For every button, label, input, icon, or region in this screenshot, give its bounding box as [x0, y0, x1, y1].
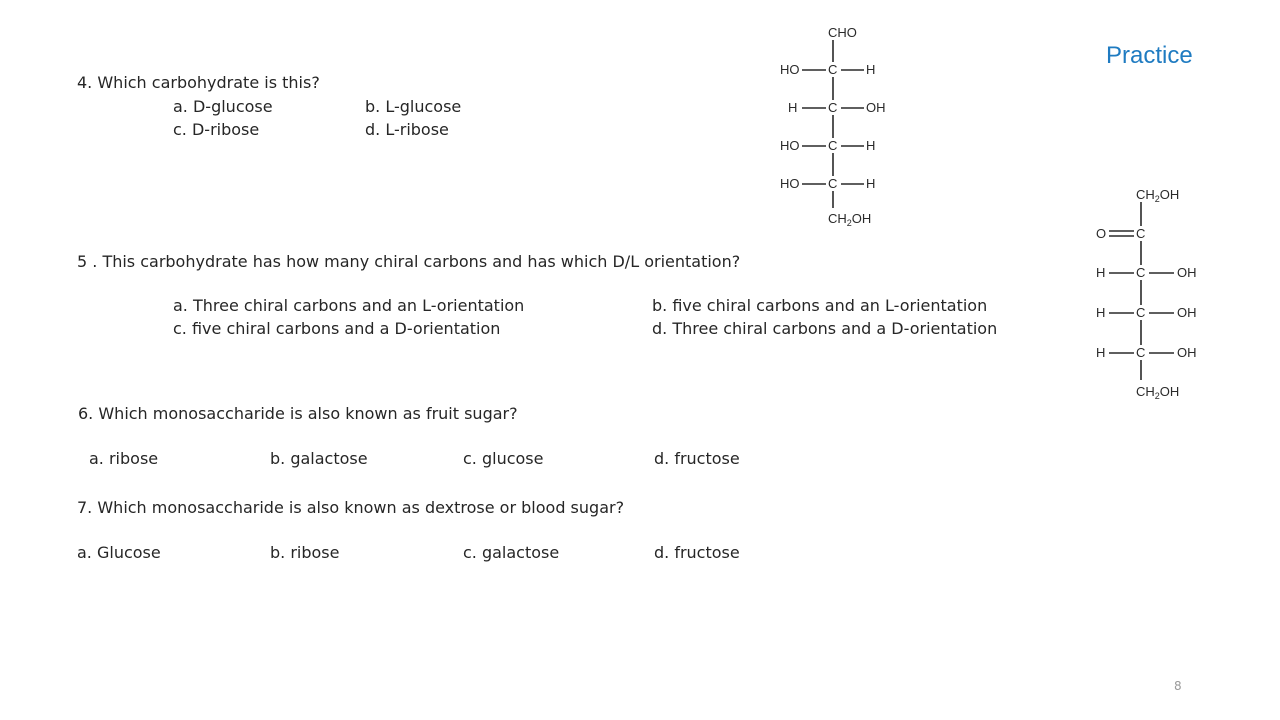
svg-text:CH2OH — [1136, 187, 1179, 204]
struct1-row4-right: H — [866, 176, 876, 191]
question-4-option-a: a. D-glucose — [173, 97, 273, 116]
question-5-prompt: 5 . This carbohydrate has how many chiral carbons and has which D/L orientation? — [77, 252, 741, 271]
struct1-row2-right: OH — [866, 100, 886, 115]
struct1-row3-left: HO — [780, 138, 800, 153]
question-5-option-d: d. Three chiral carbons and a D-orientation — [652, 319, 998, 338]
question-7-option-c: c. galactose — [463, 543, 560, 562]
struct1-bottom-oh: OH — [851, 211, 872, 226]
question-6-prompt: 6. Which monosaccharide is also known as fruit sugar? — [78, 404, 518, 423]
struct1-row1-right: H — [866, 62, 876, 77]
question-4-option-c: c. D-ribose — [173, 120, 260, 139]
question-6-option-a: a. ribose — [89, 449, 159, 468]
struct2-top-sub: 2 — [1154, 194, 1160, 204]
svg-text:C: C — [828, 100, 838, 115]
svg-text:C: C — [828, 62, 838, 77]
svg-text:C: C — [1136, 345, 1146, 360]
struct2-row1-left: H — [1096, 265, 1106, 280]
struct2-bottom-ch: CH — [1136, 384, 1155, 399]
struct1-row1-left: HO — [780, 62, 800, 77]
svg-text:C: C — [828, 138, 838, 153]
struct2-row3-right: OH — [1177, 345, 1197, 360]
struct1-row3-right: H — [866, 138, 876, 153]
question-5-option-a: a. Three chiral carbons and an L-orientation — [173, 296, 525, 315]
struct1-bottom-sub: 2 — [846, 218, 852, 228]
struct2-carbonyl-carbon: C — [1136, 226, 1146, 241]
question-5-option-c: c. five chiral carbons and a D-orientation — [173, 319, 501, 338]
question-7-option-a: a. Glucose — [77, 543, 161, 562]
fischer-projection-ketose — [1090, 180, 1210, 405]
page-number: 8 — [1174, 679, 1182, 693]
svg-text:C: C — [828, 176, 838, 191]
struct2-row1-right: OH — [1177, 265, 1197, 280]
question-6-option-d: d. fructose — [654, 449, 740, 468]
question-4-option-d: d. L-ribose — [365, 120, 449, 139]
struct2-top-ch: CH — [1136, 187, 1155, 202]
struct2-top-oh: OH — [1159, 187, 1180, 202]
question-4-option-b: b. L-glucose — [365, 97, 462, 116]
question-6-option-c: c. glucose — [463, 449, 544, 468]
slide-title: Practice — [1106, 42, 1193, 69]
svg-text:C: C — [1136, 265, 1146, 280]
svg-text:C: C — [1136, 305, 1146, 320]
struct1-row4-left: HO — [780, 176, 800, 191]
struct1-bottom-ch: CH — [828, 211, 847, 226]
struct2-row2-right: OH — [1177, 305, 1197, 320]
question-6-option-b: b. galactose — [270, 449, 368, 468]
struct1-row2-left: H — [788, 100, 798, 115]
question-5-option-b: b. five chiral carbons and an L-orientation — [652, 296, 988, 315]
struct2-bottom-oh: OH — [1159, 384, 1180, 399]
question-4-prompt: 4. Which carbohydrate is this? — [77, 73, 320, 92]
question-7-prompt: 7. Which monosaccharide is also known as dextrose or blood sugar? — [77, 498, 625, 517]
question-7-option-b: b. ribose — [270, 543, 340, 562]
struct1-top-label: CHO — [828, 25, 857, 40]
struct2-row3-left: H — [1096, 345, 1106, 360]
struct2-row2-left: H — [1096, 305, 1106, 320]
struct2-bottom-sub: 2 — [1154, 391, 1160, 401]
fischer-projection-aldohexose — [770, 18, 900, 233]
question-7-option-d: d. fructose — [654, 543, 740, 562]
struct2-carbonyl-oxygen: O — [1096, 226, 1107, 241]
